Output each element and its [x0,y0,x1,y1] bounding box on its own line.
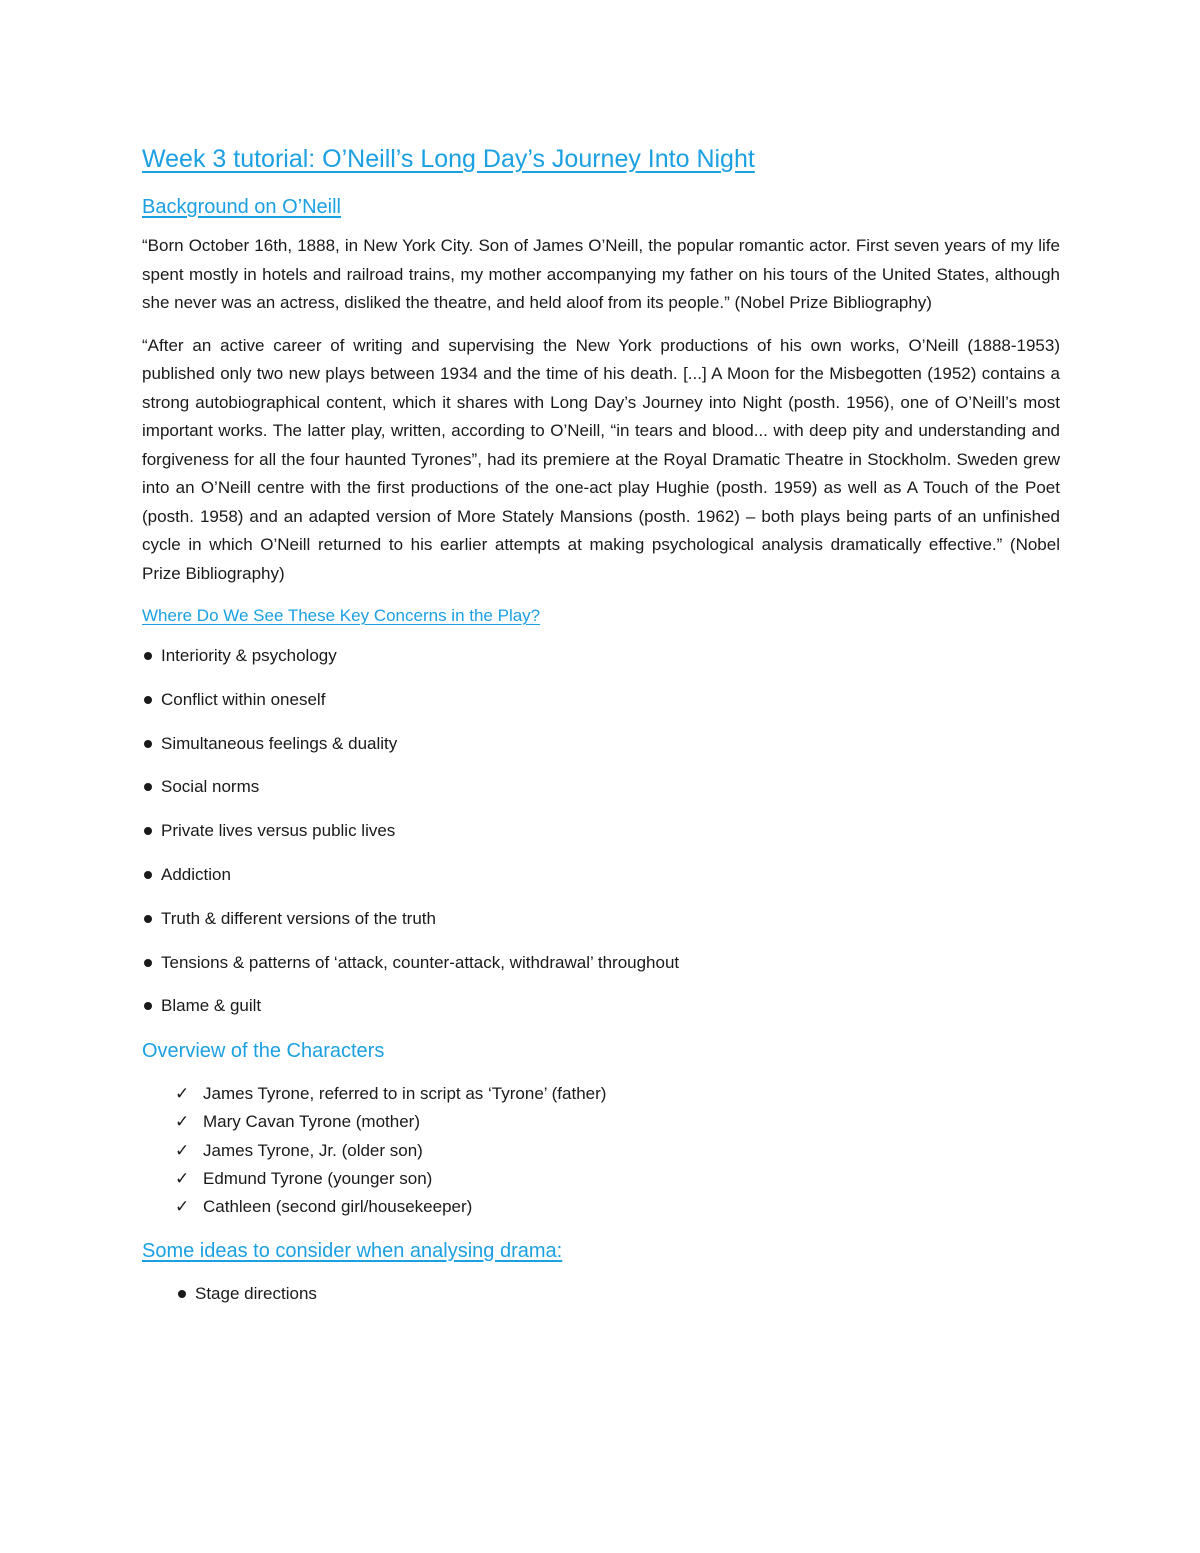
list-item [142,642,1060,670]
concern-label: Truth & different versions of the truth [161,908,436,928]
character-label: James Tyrone, referred to in script as ‘Tyrone’ (father) [203,1084,607,1104]
characters-heading: Overview of the Characters [142,1040,385,1063]
list-item [175,1137,1060,1165]
bullet-dot-icon [144,783,152,791]
checkmark-icon: ✓ [175,1140,190,1160]
list-item [142,992,1060,1020]
ideas-heading: Some ideas to consider when analysing drama: [142,1239,563,1262]
paragraph-birth-quote: “Born October 16th, 1888, in New York City. Son of James O’Neill, the popular romantic actor. First seven years of my life spent mostly in hotels and railroad trains, my mother accompanying my father on his tours of the United States, although she never was an actress, disliked the theatre, and held aloof from its people.” (Nobel Prize Bibliography) [142,236,1060,312]
concerns-list [142,642,1060,1020]
character-label: James Tyrone, Jr. (older son) [203,1140,423,1160]
character-label: Mary Cavan Tyrone (mother) [203,1112,420,1132]
concern-label: Tensions & patterns of ‘attack, counter-attack, withdrawal’ throughout [161,952,680,972]
concern-label: Addiction [161,864,231,884]
concern-label: Social norms [161,777,260,797]
bullet-dot-icon [144,696,152,704]
concern-label: Blame & guilt [161,996,262,1016]
checkmark-icon: ✓ [175,1169,190,1189]
background-heading: Background on O’Neill [142,196,341,218]
checkmark-icon: ✓ [175,1197,190,1217]
list-item [175,1108,1060,1136]
list-item [142,686,1060,714]
list-item [142,861,1060,889]
bullet-dot-icon [144,740,152,748]
list-item [176,1280,1060,1308]
bullet-dot-icon [144,959,152,967]
list-item [175,1165,1060,1193]
bullet-dot-icon [178,1290,186,1298]
character-label: Cathleen (second girl/housekeeper) [203,1197,473,1217]
document-page [142,140,1060,1308]
bullet-dot-icon [144,827,152,835]
bullet-dot-icon [144,915,152,923]
list-item [175,1080,1060,1108]
bullet-dot-icon [144,1002,152,1010]
concern-label: Private lives versus public lives [161,821,396,841]
concern-label: Conflict within oneself [161,689,326,709]
checkmark-icon: ✓ [175,1112,190,1132]
concern-label: Interiority & psychology [161,646,337,665]
list-item [142,905,1060,933]
concerns-heading: Where Do We See These Key Concerns in the Play? [142,606,541,625]
concern-label: Simultaneous feelings & duality [161,733,398,753]
character-label: Edmund Tyrone (younger son) [203,1169,433,1189]
list-item [142,817,1060,845]
paragraph-career-quote: “After an active career of writing and supervising the New York productions of his own works, O’Neill (1888-1953) published only two new plays between 1934 and the time of his death. [...] A Moon for the Misbegotten (1952) contains a strong autobiographical content, which it shares with Long Day’s Journey into Night (posth. 1956), one of O’Neill’s most important works. The latter play, written, according to O’Neill, “in tears and blood... with deep pity and understanding and forgiveness for all the four haunted Tyrones”, had its premiere at the Royal Dramatic Theatre in Stockholm. Sweden grew into an O’Neill centre with the first productions of the one-act play Hughie (posth. 1959) as well as A Touch of the Poet (posth. 1958) and an adapted version of More Stately Mansions (posth. 1962) – both plays being parts of an unfinished cycle in which O’Neill returned to his earlier attempts at making psychological analysis dramatically effective.” (Nobel Prize Bibliography) [142,335,1060,583]
list-item [142,949,1060,977]
idea-label: Stage directions [195,1283,317,1303]
ideas-list [142,1280,1060,1308]
list-item [175,1193,1060,1221]
characters-list [142,1080,1060,1221]
bullet-dot-icon [144,652,152,660]
checkmark-icon: ✓ [175,1084,190,1104]
list-item [142,730,1060,758]
bullet-dot-icon [144,871,152,879]
list-item [142,773,1060,801]
page-title: Week 3 tutorial: O’Neill’s Long Day’s Journey Into Night [142,145,755,173]
